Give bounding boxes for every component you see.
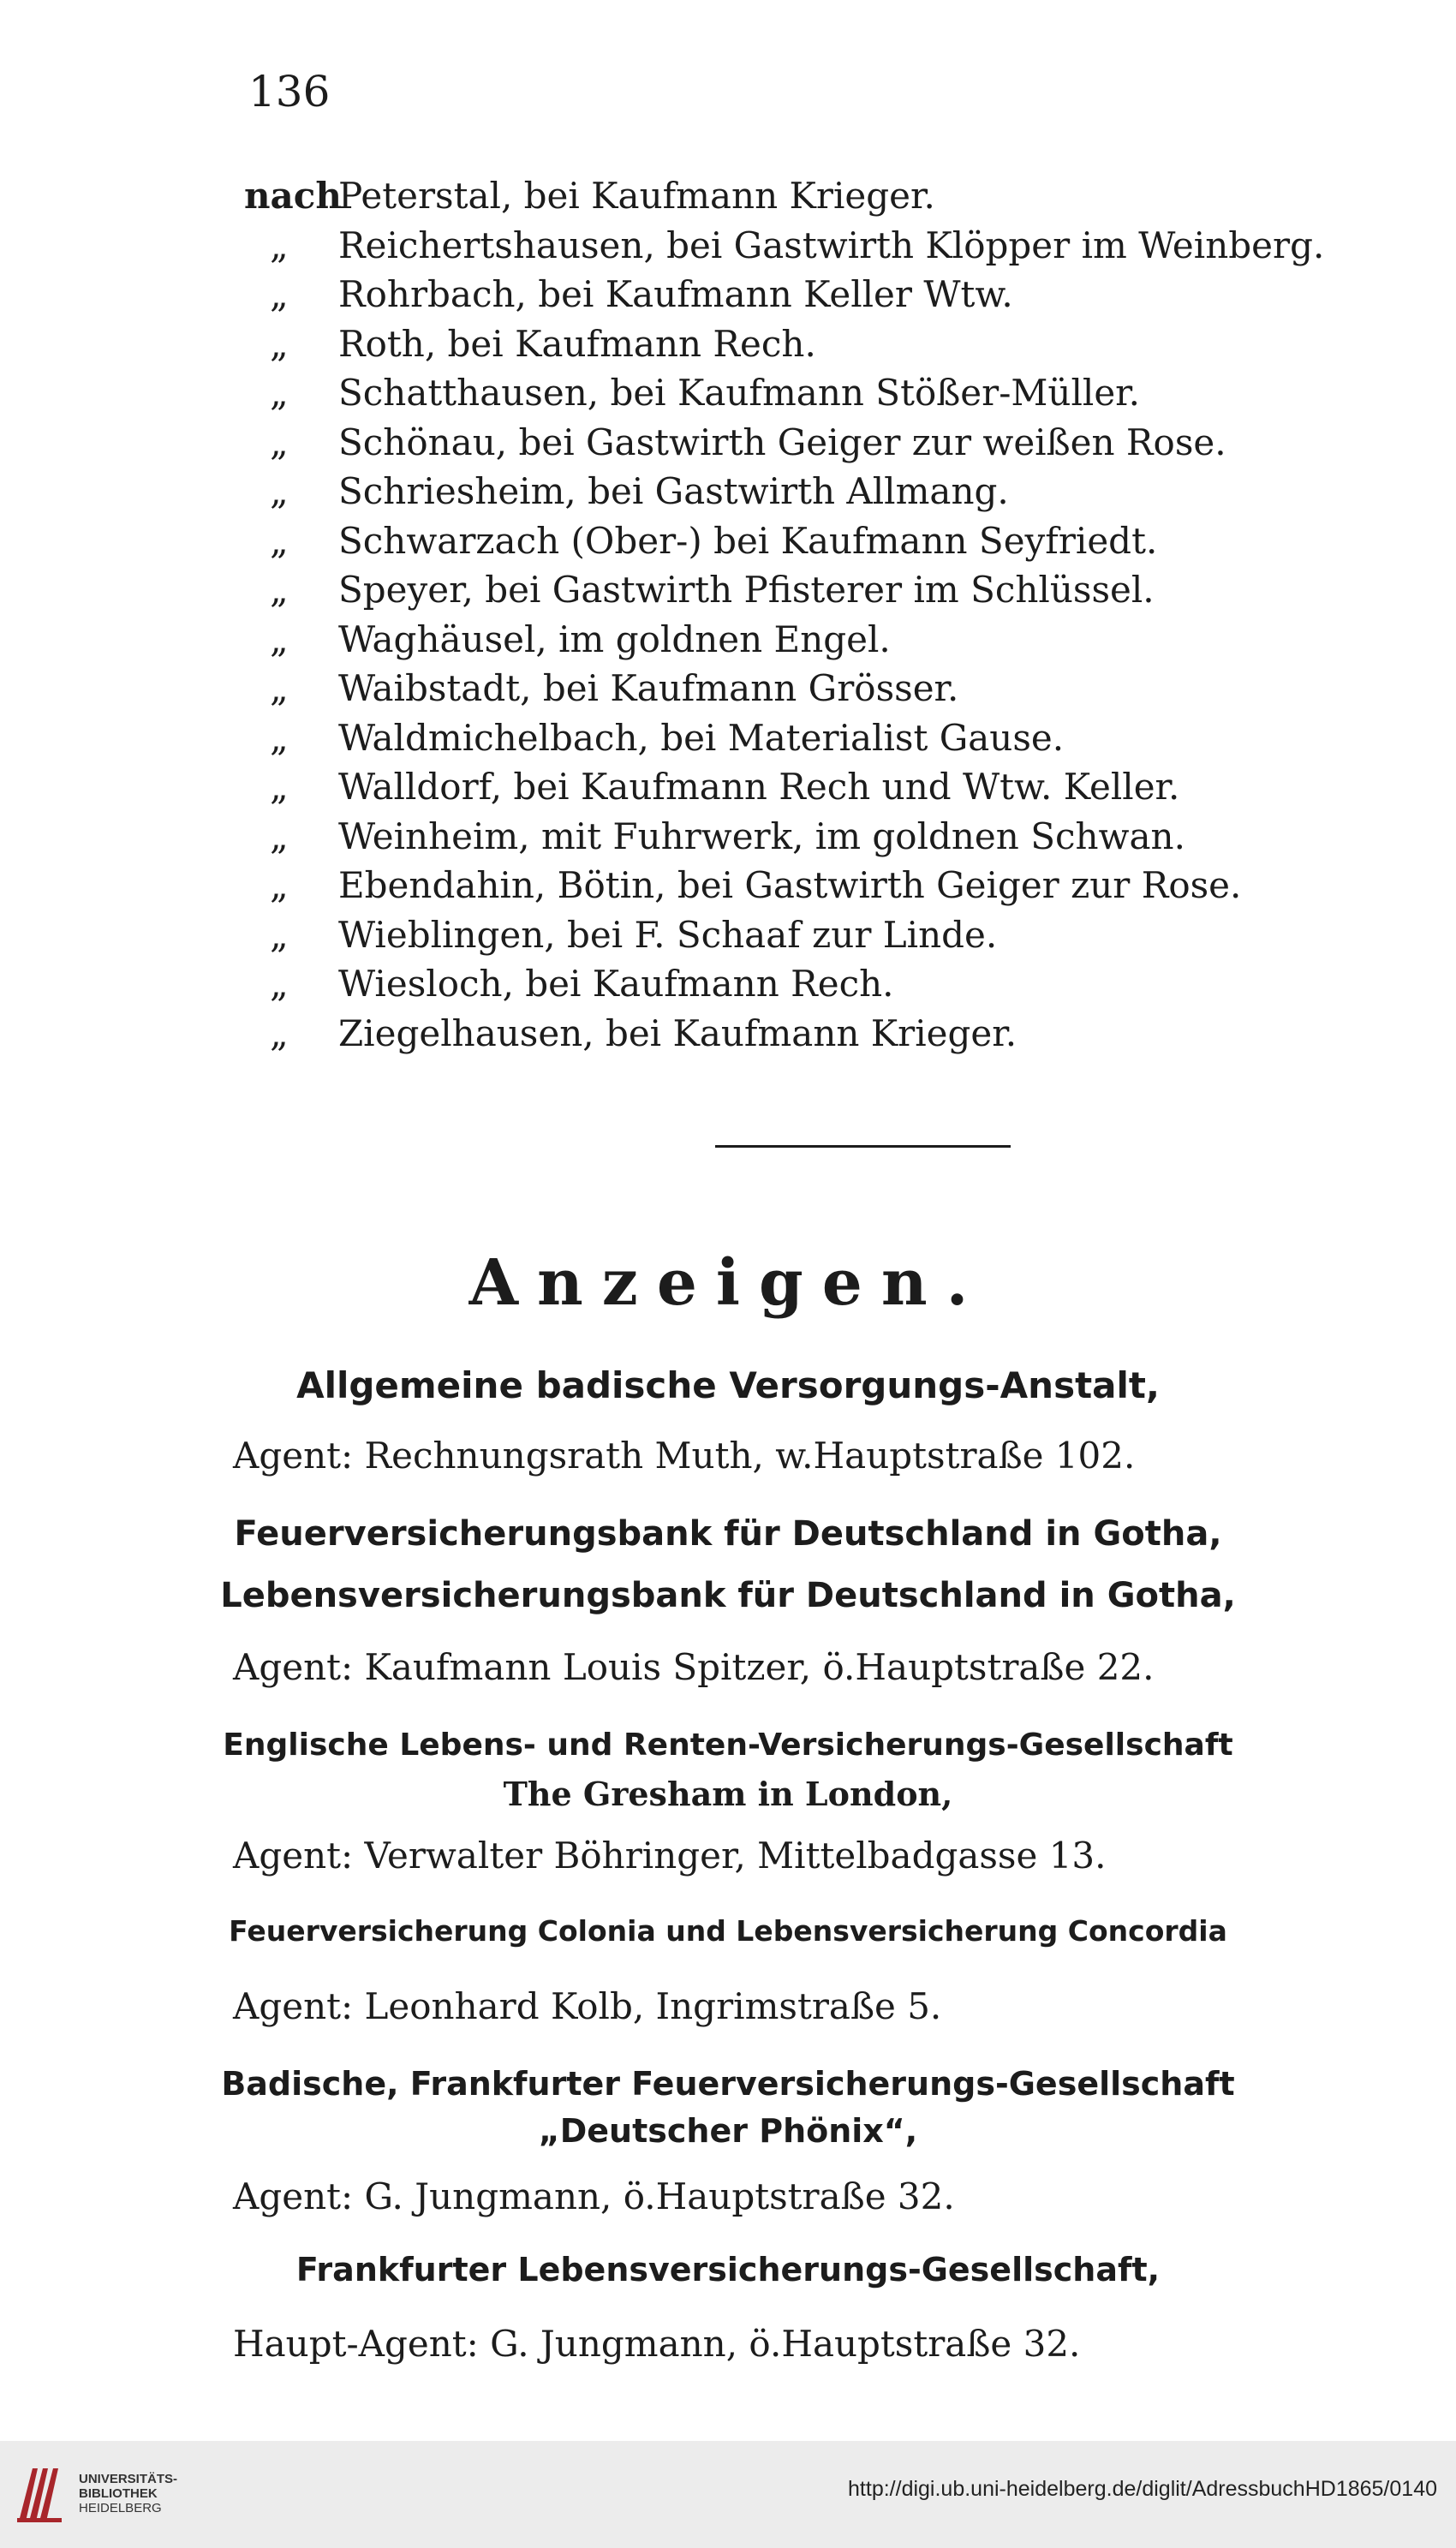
list-item-text: Waghäusel, im goldnen Engel. xyxy=(338,618,891,660)
ditto-mark: „ xyxy=(270,519,289,562)
ditto-mark: „ xyxy=(270,766,289,808)
ad-agent: Agent: Leonhard Kolb, Ingrimstraße 5. xyxy=(233,1985,942,2027)
ad-title: The Gresham in London, xyxy=(503,1775,953,1813)
ditto-mark: „ xyxy=(270,864,289,906)
list-item xyxy=(244,319,1426,369)
list-item-text: Wiesloch, bei Kaufmann Rech. xyxy=(338,963,894,1005)
list-item-text: Walldorf, bei Kaufmann Rech und Wtw. Keller. xyxy=(338,766,1180,808)
list-item-text: Roth, bei Kaufmann Rech. xyxy=(338,322,816,365)
library-logo-text xyxy=(79,2472,177,2515)
list-item-text: Schwarzach (Ober-) bei Kaufmann Seyfriedt. xyxy=(338,519,1158,562)
list-item xyxy=(244,516,1426,566)
ad-agent: Agent: G. Jungmann, ö.Hauptstraße 32. xyxy=(233,2175,955,2217)
ditto-mark: „ xyxy=(270,322,289,365)
ad-title: Lebensversicherungsbank für Deutschland in Gotha, xyxy=(220,1576,1236,1615)
ditto-mark: „ xyxy=(270,224,289,266)
logo-line: BIBLIOTHEK xyxy=(79,2486,158,2501)
ad-title: Allgemeine badische Versorgungs-Anstalt, xyxy=(296,1364,1160,1406)
ad-title: „Deutscher Phönix“, xyxy=(538,2112,918,2150)
list-item xyxy=(244,565,1426,615)
list-item xyxy=(244,812,1426,862)
list-item-text: Reichertshausen, bei Gastwirth Klöpper im Weinberg. xyxy=(338,224,1325,266)
list-item-text: Schönau, bei Gastwirth Geiger zur weißen Rose. xyxy=(338,421,1226,463)
list-item xyxy=(244,615,1426,665)
ditto-mark: „ xyxy=(270,470,289,512)
list-item xyxy=(244,713,1426,763)
list-item xyxy=(244,368,1426,418)
list-item-text: Peterstal, bei Kaufmann Krieger. xyxy=(338,175,935,217)
library-logo-icon xyxy=(15,2465,65,2525)
section-divider xyxy=(715,1145,1011,1148)
list-item xyxy=(244,171,1426,221)
list-item-text: Speyer, bei Gastwirth Pfisterer im Schlüssel. xyxy=(338,569,1155,611)
ad-title: Englische Lebens- und Renten-Versicherungs-Gesellschaft xyxy=(223,1728,1233,1763)
ad-agent: Agent: Kaufmann Louis Spitzer, ö.Hauptstraße 22. xyxy=(233,1646,1155,1688)
list-item xyxy=(244,270,1426,319)
logo-line: UNIVERSITÄTS- xyxy=(79,2472,178,2486)
ditto-mark: „ xyxy=(270,913,289,956)
list-item-text: Ziegelhausen, bei Kaufmann Krieger. xyxy=(338,1011,1017,1054)
source-url-link[interactable]: http://digi.ub.uni-heidelberg.de/diglit/AdressbuchHD1865/0140 xyxy=(848,2477,1437,2501)
list-item xyxy=(244,418,1426,468)
list-item-text: Waldmichelbach, bei Materialist Gause. xyxy=(338,716,1065,759)
ditto-mark: „ xyxy=(270,569,289,611)
ditto-mark: „ xyxy=(270,618,289,660)
list-item xyxy=(244,664,1426,713)
ditto-mark: „ xyxy=(270,716,289,759)
list-marker: nach xyxy=(244,175,342,217)
logo-line: HEIDELBERG xyxy=(79,2501,162,2515)
ad-agent: Agent: Verwalter Böhringer, Mittelbadgasse 13. xyxy=(233,1835,1107,1877)
ditto-mark: „ xyxy=(270,421,289,463)
ditto-mark: „ xyxy=(270,963,289,1005)
list-item xyxy=(244,467,1426,516)
list-item xyxy=(244,221,1426,271)
list-item-text: Schriesheim, bei Gastwirth Allmang. xyxy=(338,470,1009,512)
ditto-mark: „ xyxy=(270,273,289,315)
page-number: 136 xyxy=(248,67,331,116)
list-item-text: Ebendahin, Bötin, bei Gastwirth Geiger zur Rose. xyxy=(338,864,1242,906)
list-item xyxy=(244,1009,1426,1059)
ad-title: Frankfurter Lebensversicherungs-Gesellschaft, xyxy=(295,2251,1161,2288)
list-item-text: Schatthausen, bei Kaufmann Stößer-Müller. xyxy=(338,372,1140,414)
destination-list xyxy=(244,171,1426,1058)
section-heading: Anzeigen. xyxy=(468,1246,988,1320)
list-item xyxy=(244,959,1426,1009)
list-item-text: Weinheim, mit Fuhrwerk, im goldnen Schwan. xyxy=(338,815,1185,857)
ad-title: Feuerversicherung Colonia und Lebensversicherung Concordia xyxy=(229,1914,1227,1948)
list-item-text: Wieblingen, bei F. Schaaf zur Linde. xyxy=(338,913,998,956)
list-item-text: Waibstadt, bei Kaufmann Grösser. xyxy=(338,667,959,709)
ditto-mark: „ xyxy=(270,1011,289,1054)
list-item xyxy=(244,762,1426,812)
viewer-footer xyxy=(0,2441,1456,2548)
list-item xyxy=(244,861,1426,910)
ditto-mark: „ xyxy=(270,372,289,414)
ad-agent: Haupt-Agent: G. Jungmann, ö.Hauptstraße 32. xyxy=(233,2323,1081,2365)
list-item xyxy=(244,910,1426,960)
ditto-mark: „ xyxy=(270,667,289,709)
ad-title: Feuerversicherungsbank für Deutschland in Gotha, xyxy=(234,1514,1222,1554)
ad-agent: Agent: Rechnungsrath Muth, w.Hauptstraße 102. xyxy=(233,1435,1136,1477)
ad-title: Badische, Frankfurter Feuerversicherungs-Gesellschaft xyxy=(221,2065,1235,2103)
ditto-mark: „ xyxy=(270,815,289,857)
list-item-text: Rohrbach, bei Kaufmann Keller Wtw. xyxy=(338,273,1013,315)
